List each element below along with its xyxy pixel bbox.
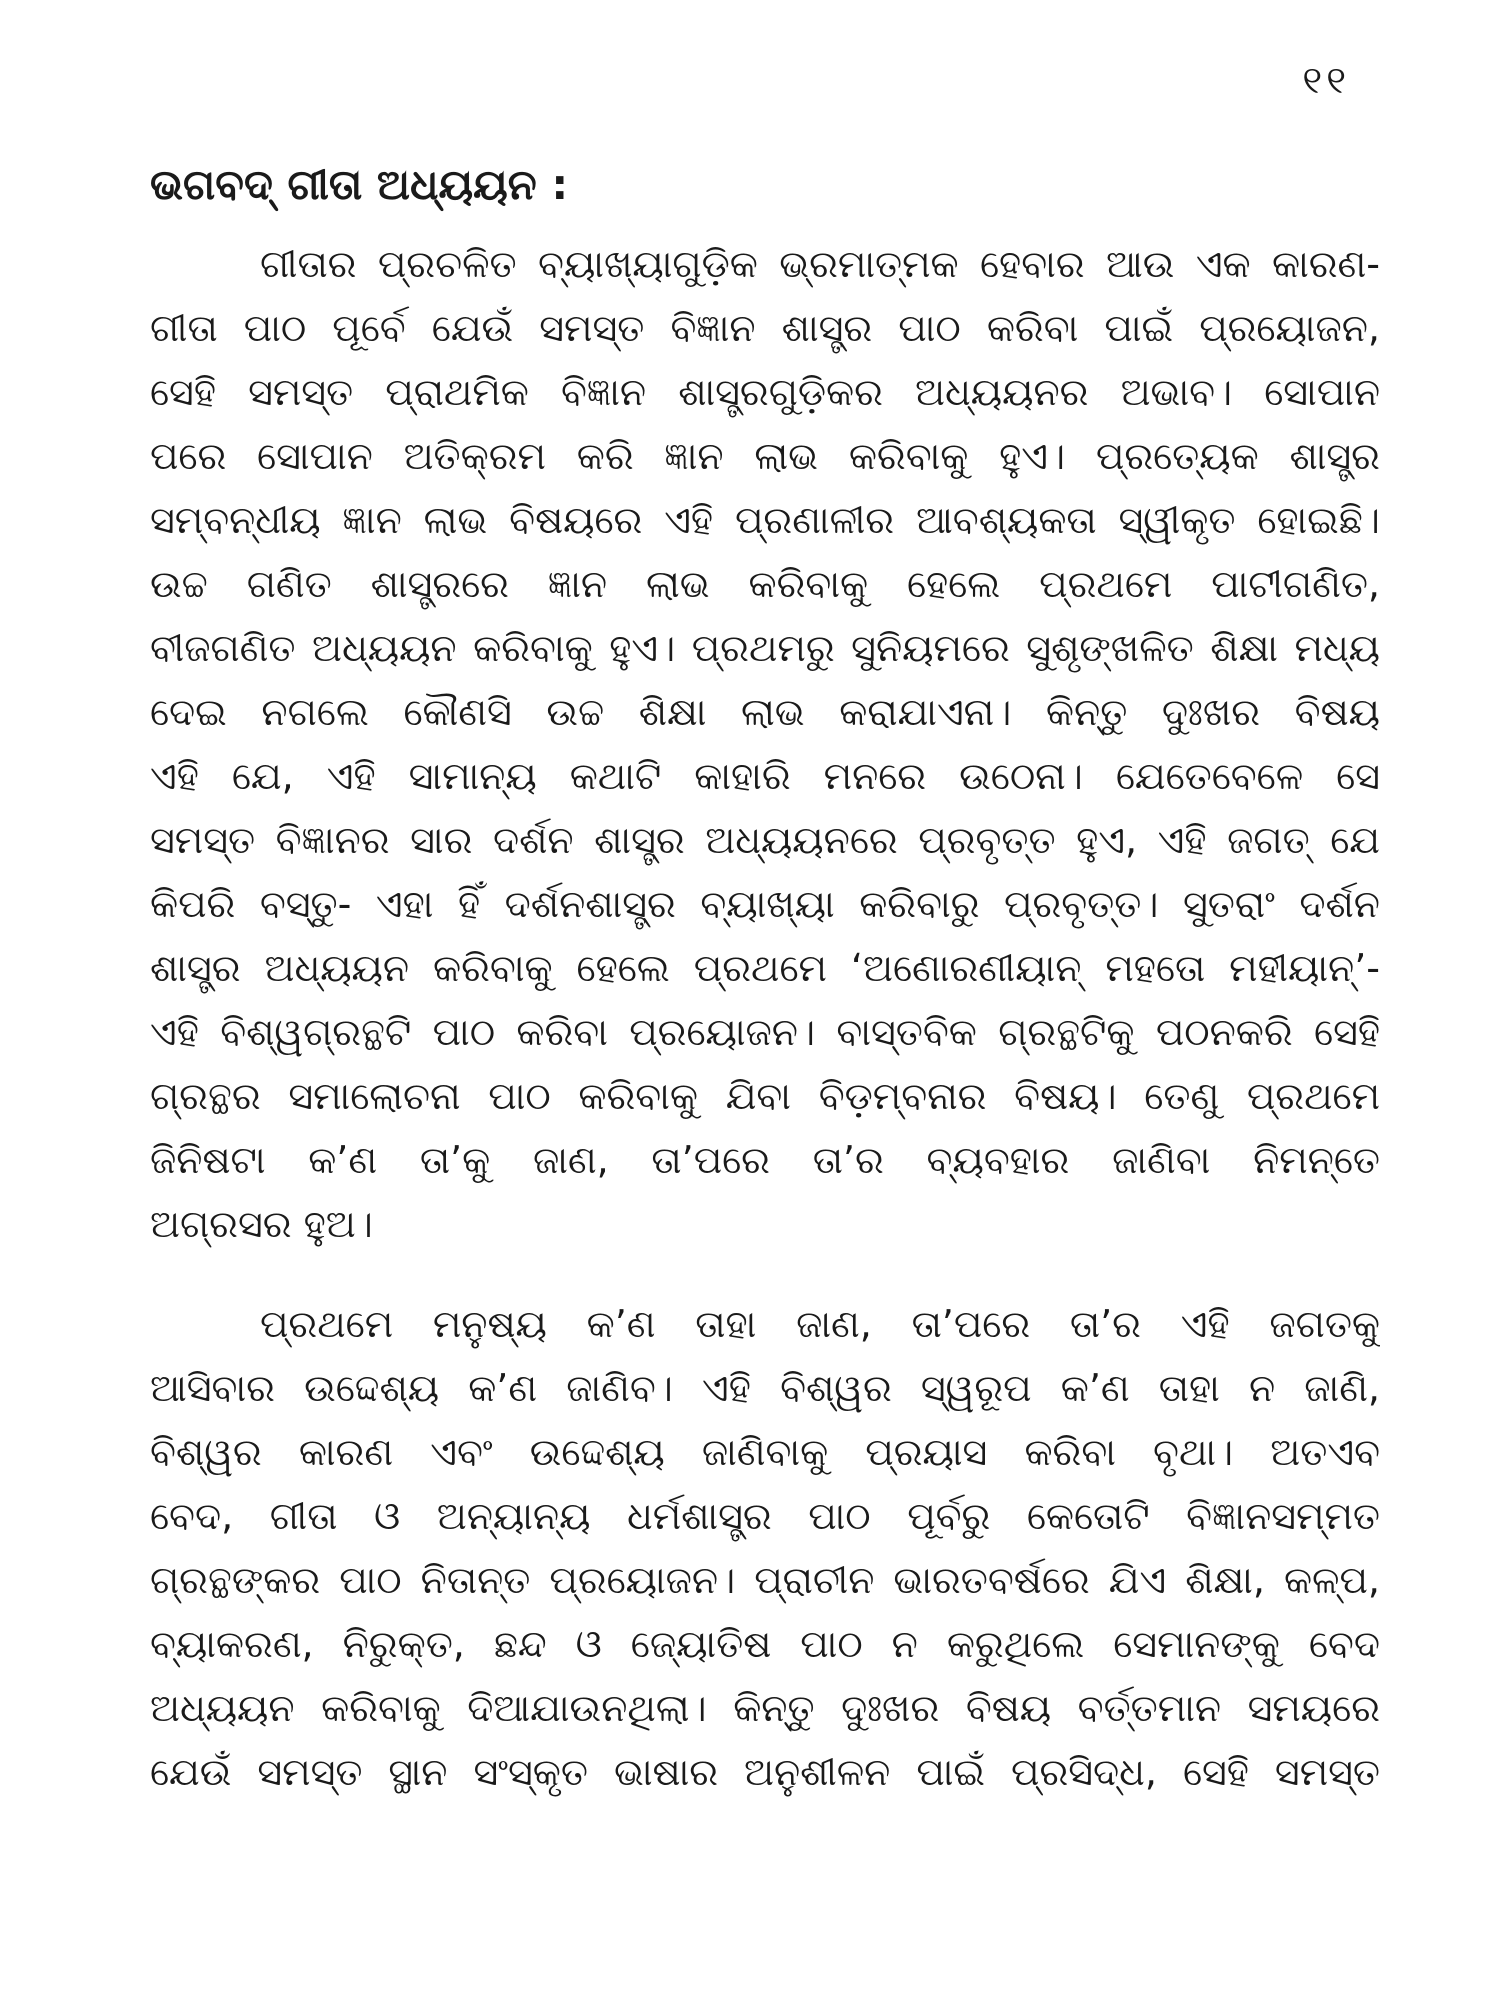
text-line: ବୀଜଗଣିତ ଅଧ୍ୟୟନ କରିବାକୁ ହୁଏ। ପ୍ରଥମରୁ ସୁନିୟମରେ ସୁଶୃଙ୍ଖଳିତ ଶିକ୍ଷା ମଧ୍ୟ [150, 626, 1380, 670]
text-line: ପରେ ସୋପାନ ଅତିକ୍ରମ କରି ଜ୍ଞାନ ଲାଭ କରିବାକୁ ହୁଏ। ପ୍ରତ୍ୟେକ ଶାସ୍ତ୍ର [150, 434, 1380, 478]
text-line: ଦେଇ ନଗଲେ କୌଣସି ଉଚ୍ଚ ଶିକ୍ଷା ଲାଭ କରାଯାଏନା। କିନ୍ତୁ ଦୁଃଖର ବିଷୟ [150, 690, 1380, 734]
text-line: ବେଦ, ଗୀତା ଓ ଅନ୍ୟାନ୍ୟ ଧର୍ମଶାସ୍ତ୍ର ପାଠ ପୂର୍ବରୁ କେତୋଟି ବିଜ୍ଞାନସମ୍ମତ [150, 1494, 1380, 1538]
text-line: ଗୀତାର ପ୍ରଚଳିତ ବ୍ୟାଖ୍ୟାଗୁଡ଼ିକ ଭ୍ରମାତ୍ମକ ହେବାର ଆଉ ଏକ କାରଣ- [260, 242, 1380, 286]
text-line: ଯେଉଁ ସମସ୍ତ ସ୍ଥାନ ସଂସ୍କୃତ ଭାଷାର ଅନୁଶୀଳନ ପାଇଁ ପ୍ରସିଦ୍ଧ, ସେହି ସମସ୍ତ [150, 1750, 1380, 1794]
section-heading: ଭଗବଦ୍ ଗୀତା ଅଧ୍ୟୟନ : [150, 160, 569, 209]
paragraph-2 [150, 1292, 1380, 1804]
text-line: ଗ୍ରନ୍ଥର ସମାଲୋଚନା ପାଠ କରିବାକୁ ଯିବା ବିଡ଼ମ୍ବନାର ବିଷୟ। ତେଣୁ ପ୍ରଥମେ [150, 1074, 1380, 1118]
text-line: ଏହି ବିଶ୍ୱଗ୍ରନ୍ଥଟି ପାଠ କରିବା ପ୍ରୟୋଜନ। ବାସ୍ତବିକ ଗ୍ରନ୍ଥଟିକୁ ପଠନକରି ସେହି [150, 1010, 1380, 1054]
text-line: କିପରି ବସ୍ତୁ- ଏହା ହିଁ ଦର୍ଶନଶାସ୍ତ୍ର ବ୍ୟାଖ୍ୟା କରିବାରୁ ପ୍ରବୃତ୍ତ। ସୁତରାଂ ଦର୍ଶନ [150, 882, 1380, 926]
text-line: ଆସିବାର ଉଦ୍ଦେଶ୍ୟ କ’ଣ ଜାଣିବ। ଏହି ବିଶ୍ୱର ସ୍ୱରୂପ କ’ଣ ତାହା ନ ଜାଣି, [150, 1366, 1380, 1410]
body-text [150, 232, 1380, 1840]
paragraph-1 [150, 232, 1380, 1256]
text-line: ଗୀତା ପାଠ ପୂର୍ବେ ଯେଉଁ ସମସ୍ତ ବିଜ୍ଞାନ ଶାସ୍ତ୍ର ପାଠ କରିବା ପାଇଁ ପ୍ରୟୋଜନ, [150, 306, 1380, 350]
text-line: ଉଚ୍ଚ ଗଣିତ ଶାସ୍ତ୍ରରେ ଜ୍ଞାନ ଲାଭ କରିବାକୁ ହେଲେ ପ୍ରଥମେ ପାଟୀଗଣିତ, [150, 562, 1380, 606]
text-line: ସମ୍ବନ୍ଧୀୟ ଜ୍ଞାନ ଲାଭ ବିଷୟରେ ଏହି ପ୍ରଣାଳୀର ଆବଶ୍ୟକତା ସ୍ୱୀକୃତ ହୋଇଛି। [150, 498, 1380, 542]
text-line: ଶାସ୍ତ୍ର ଅଧ୍ୟୟନ କରିବାକୁ ହେଲେ ପ୍ରଥମେ ‘ଅଣୋରଣୀୟାନ୍ ମହତୋ ମହୀୟାନ୍’- [150, 946, 1380, 990]
text-line: ଜିନିଷଟା କ’ଣ ତା’କୁ ଜାଣ, ତା’ପରେ ତା’ର ବ୍ୟବହାର ଜାଣିବା ନିମନ୍ତେ [150, 1138, 1380, 1182]
text-line: ଏହି ଯେ, ଏହି ସାମାନ୍ୟ କଥାଟି କାହାରି ମନରେ ଉଠେନା। ଯେତେବେଳେ ସେ [150, 754, 1380, 798]
text-line: ସମସ୍ତ ବିଜ୍ଞାନର ସାର ଦର୍ଶନ ଶାସ୍ତ୍ର ଅଧ୍ୟୟନରେ ପ୍ରବୃତ୍ତ ହୁଏ, ଏହି ଜଗତ୍ ଯେ [150, 818, 1380, 862]
text-line: ବିଶ୍ୱର କାରଣ ଏବଂ ଉଦ୍ଦେଶ୍ୟ ଜାଣିବାକୁ ପ୍ରୟାସ କରିବା ବୃଥା। ଅତଏବ [150, 1430, 1380, 1474]
text-line: ଅଗ୍ରସର ହୁଅ। [150, 1202, 373, 1246]
page-number: ୧୧ [1302, 58, 1350, 102]
text-line: ଗ୍ରନ୍ଥଙ୍କର ପାଠ ନିତାନ୍ତ ପ୍ରୟୋଜନ। ପ୍ରାଚୀନ ଭାରତବର୍ଷରେ ଯିଏ ଶିକ୍ଷା, କଳ୍ପ, [150, 1558, 1380, 1602]
text-line: ଅଧ୍ୟୟନ କରିବାକୁ ଦିଆଯାଉନଥିଲା। କିନ୍ତୁ ଦୁଃଖର ବିଷୟ ବର୍ତ୍ତମାନ ସମୟରେ [150, 1686, 1380, 1730]
text-line: ସେହି ସମସ୍ତ ପ୍ରାଥମିକ ବିଜ୍ଞାନ ଶାସ୍ତ୍ରଗୁଡ଼ିକର ଅଧ୍ୟୟନର ଅଭାବ। ସୋପାନ [150, 370, 1380, 414]
text-line: ବ୍ୟାକରଣ, ନିରୁକ୍ତ, ଛନ୍ଦ ଓ ଜ୍ୟୋତିଷ ପାଠ ନ କରୁଥିଲେ ସେମାନଙ୍କୁ ବେଦ [150, 1622, 1380, 1666]
text-line: ପ୍ରଥମେ ମନୁଷ୍ୟ କ’ଣ ତାହା ଜାଣ, ତା’ପରେ ତା’ର ଏହି ଜଗତକୁ [260, 1302, 1380, 1346]
